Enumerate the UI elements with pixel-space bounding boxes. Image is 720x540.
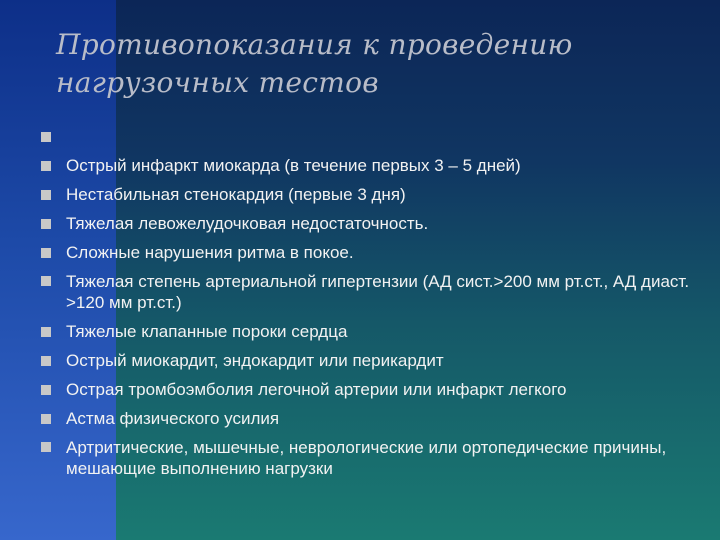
list-item xyxy=(0,317,720,346)
square-bullet-icon xyxy=(41,161,51,171)
list-item xyxy=(0,267,720,317)
list-item-text: Тяжелая левожелудочковая недостаточность. xyxy=(66,214,429,233)
square-bullet-icon xyxy=(41,327,51,337)
square-bullet-icon xyxy=(41,132,51,142)
slide-title-line-2: нагрузочных тестов xyxy=(56,66,379,99)
square-bullet-icon xyxy=(41,414,51,424)
list-item xyxy=(0,404,720,433)
list-item-text: Острый инфаркт миокарда (в течение первых 3 – 5 дней) xyxy=(66,156,521,175)
square-bullet-icon xyxy=(41,442,51,452)
list-item-text: Тяжелая степень артериальной гипертензии (АД сист.>200 мм рт.ст., АД диаст. >120 мм рт.ст.) xyxy=(66,272,690,312)
list-item xyxy=(0,180,720,209)
square-bullet-icon xyxy=(41,219,51,229)
list-item xyxy=(0,151,720,180)
slide-title xyxy=(56,26,676,102)
list-item-text: Тяжелые клапанные пороки сердца xyxy=(66,322,348,341)
square-bullet-icon xyxy=(41,190,51,200)
slide-title-line-1: Противопоказания к проведению xyxy=(56,28,573,61)
square-bullet-icon xyxy=(41,276,51,286)
list-item xyxy=(0,238,720,267)
list-item-text: Сложные нарушения ритма в покое. xyxy=(66,243,354,262)
list-item xyxy=(0,346,720,375)
list-item xyxy=(0,375,720,404)
contraindications-list xyxy=(0,122,720,483)
square-bullet-icon xyxy=(41,248,51,258)
list-item xyxy=(0,209,720,238)
square-bullet-icon xyxy=(41,356,51,366)
list-item-text: Острый миокардит, эндокардит или перикардит xyxy=(66,351,444,370)
list-item-text: Нестабильная стенокардия (первые 3 дня) xyxy=(66,185,406,204)
list-item xyxy=(0,122,720,151)
list-item xyxy=(0,433,720,483)
list-item-text: Астма физического усилия xyxy=(66,409,280,428)
list-item-text: Артритические, мышечные, неврологические или ортопедические причины, мешающие выполнению нагрузки xyxy=(66,438,667,478)
list-item-text: Острая тромбоэмболия легочной артерии или инфаркт легкого xyxy=(66,380,567,399)
square-bullet-icon xyxy=(41,385,51,395)
